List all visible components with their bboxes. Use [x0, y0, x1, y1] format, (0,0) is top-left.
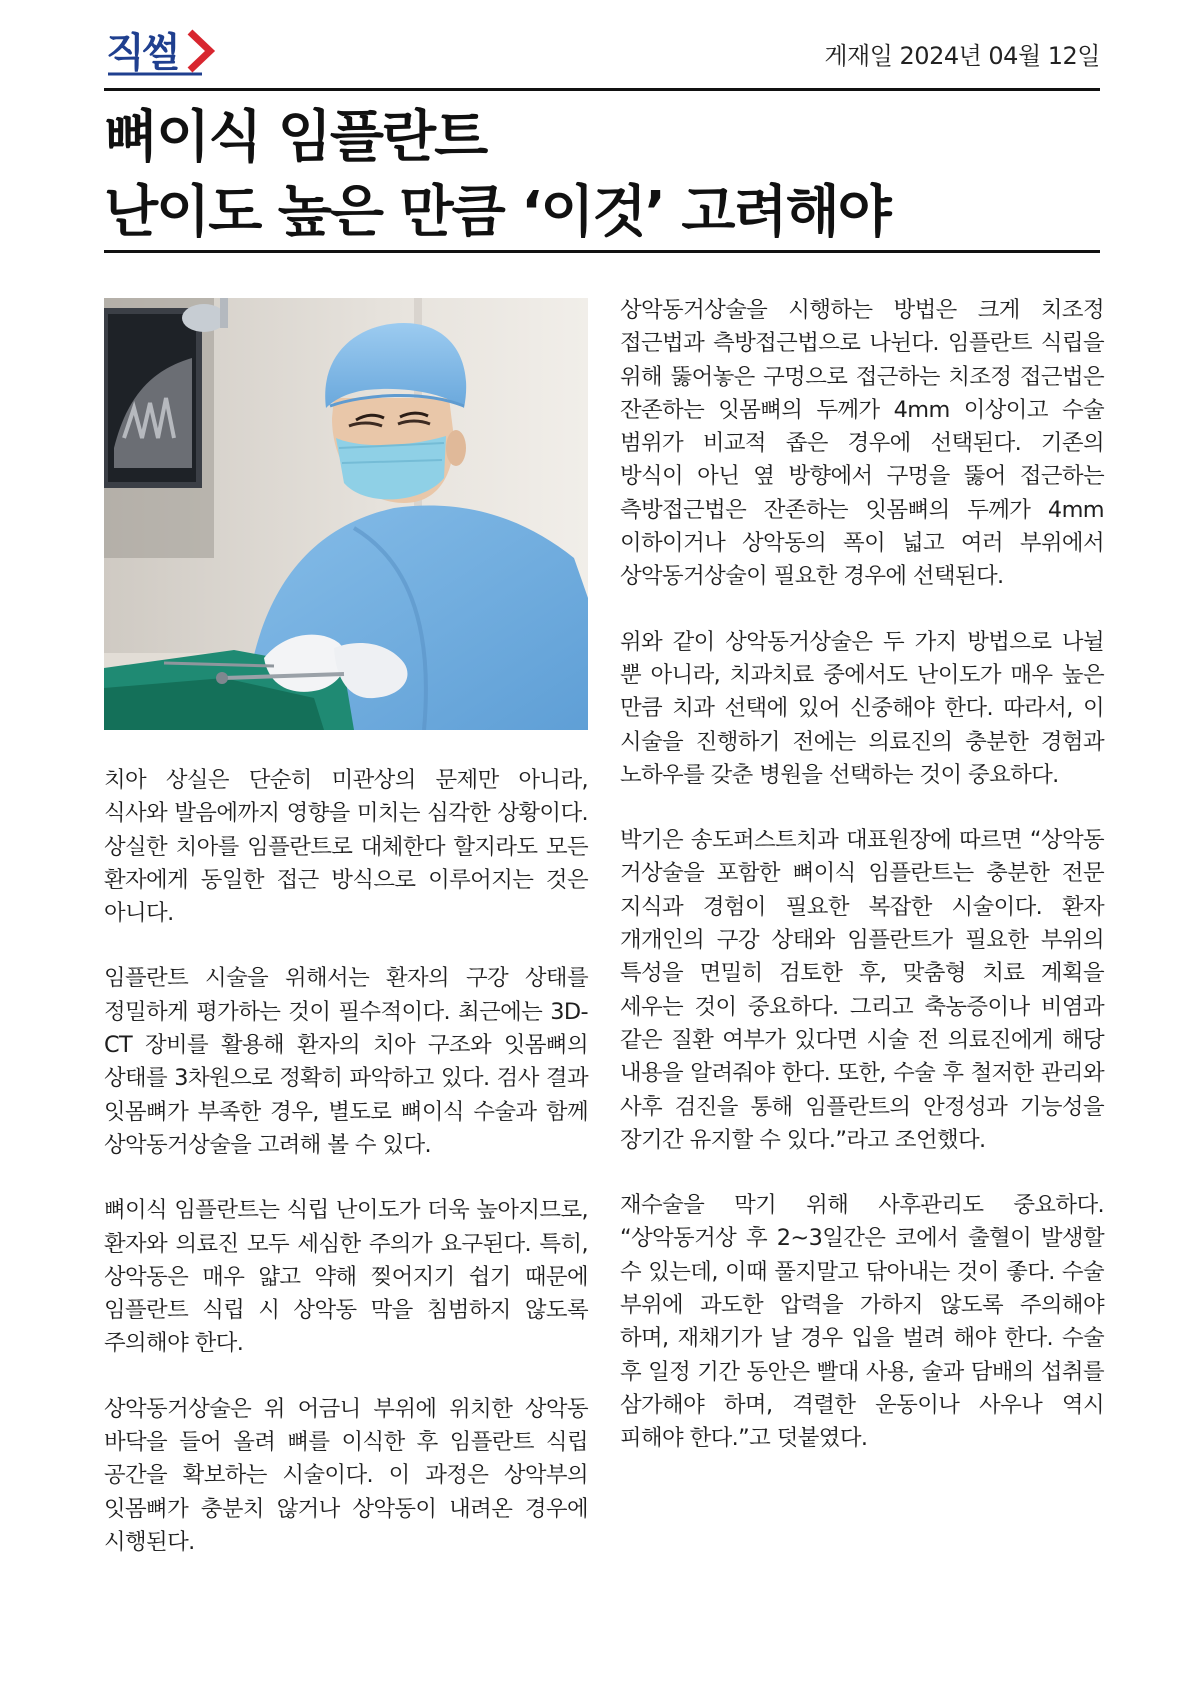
paragraph: 상악동거상술은 위 어금니 부위에 위치한 상악동 바닥을 들어 올려 뼈를 이식한 후 임플란트 식립 공간을 확보하는 시술이다. 이 과정은 상악부의 잇몸뼈가 충분치 않거나 상악동이 내려온 경우에 시행된다. [104, 1395, 588, 1555]
paragraph: 뼈이식 임플란트는 식립 난이도가 더욱 높아지므로, 환자와 의료진 모두 세심한 주의가 요구된다. 특히, 상악동은 매우 얇고 약해 찢어지기 쉽기 때문에 임플란트 식립 시 상악동 막을 침범하지 않도록 주의해야 한다. [104, 1197, 588, 1357]
article-photo [104, 298, 588, 730]
article-headline [104, 100, 1100, 250]
masthead [104, 20, 1100, 90]
paragraph: 상악동거상술을 시행하는 방법은 크게 치조정 접근법과 측방접근법으로 나뉜다. 임플란트 식립을 위해 뚫어놓은 구멍으로 접근하는 치조정 접근법은 잔존하는 잇몸뼈의 두께가 4mm 이상이고 수술 범위가 비교적 좁은 경우에 선택된다. 기존의 방식이 아닌 옆 방향에서 구멍을 뚫어 접근하는 측방접근법은 잔존하는 잇몸뼈의 두께가 4mm 이하이거나 상악동의 폭이 넓고 여러 부위에서 상악동거상술이 필요한 경우에 선택된다. [620, 297, 1104, 590]
site-logo[interactable] [104, 20, 244, 80]
title-bottom-rule [104, 250, 1100, 253]
headline-line-2: 난이도 높은 만큼 ‘이것’ 고려해야 [104, 180, 890, 245]
paragraph: 치아 상실은 단순히 미관상의 문제만 아니라, 식사와 발음에까지 영향을 미치는 심각한 상황이다. 상실한 치아를 임플란트로 대체한다 할지라도 모든 환자에게 동일한 접근 방식으로 이루어지는 것은 아니다. [104, 767, 588, 927]
paragraph: 박기은 송도퍼스트치과 대표원장에 따르면 “상악동 거상술을 포함한 뼈이식 임플란트는 충분한 전문 지식과 경험이 필요한 복잡한 시술이다. 환자 개개인의 구강 상태와 임플란트가 필요한 부위의 특성을 면밀히 검토한 후, 맞춤형 치료 계획을 세우는 것이 중요하다. 그리고 축농증이나 비염과 같은 질환 여부가 있다면 시술 전 의료진에게 해당 내용을 알려줘야 한다. 또한, 수술 후 철저한 관리와 사후 검진을 통해 임플란트의 안정성과 기능성을 장기간 유지할 수 있다.”라고 조언했다. [620, 827, 1104, 1153]
article-body-left [104, 764, 588, 1591]
publication-date: 게재일 2024년 04월 12일 [824, 42, 1100, 70]
logo-chevron-icon [190, 32, 210, 70]
article-body-right [620, 294, 1104, 1488]
logo-text: 직썰 [106, 30, 178, 76]
paragraph: 위와 같이 상악동거상술은 두 가지 방법으로 나뉠 뿐 아니라, 치과치료 중에서도 난이도가 매우 높은 만큼 치과 선택에 있어 신중해야 한다. 따라서, 이 시술을 진행하기 전에는 의료진의 충분한 경험과 노하우를 갖춘 병원을 선택하는 것이 중요하다. [620, 628, 1104, 788]
dentist-surgery-image [104, 298, 588, 730]
paragraph: 임플란트 시술을 위해서는 환자의 구강 상태를 정밀하게 평가하는 것이 필수적이다. 최근에는 3D-CT 장비를 활용해 환자의 치아 구조와 잇몸뼈의 상태를 3차원으로 정확히 파악하고 있다. 검사 결과 잇몸뼈가 부족한 경우, 별도로 뼈이식 수술과 함께 상악동거상술을 고려해 볼 수 있다. [104, 965, 588, 1158]
headline-line-1: 뼈이식 임플란트 [104, 105, 487, 170]
paragraph: 재수술을 막기 위해 사후관리도 중요하다. “상악동거상 후 2~3일간은 코에서 출혈이 발생할 수 있는데, 이때 풀지말고 닦아내는 것이 좋다. 수술 부위에 과도한 압력을 가하지 않도록 주의해야 하며, 재채기가 날 경우 입을 벌려 해야 한다. 수술 후 일정 기간 동안은 빨대 사용, 술과 담배의 섭취를 삼가해야 하며, 격렬한 운동이나 사우나 역시 피해야 한다.”고 덧붙였다. [620, 1192, 1104, 1452]
title-top-rule [104, 88, 1100, 91]
